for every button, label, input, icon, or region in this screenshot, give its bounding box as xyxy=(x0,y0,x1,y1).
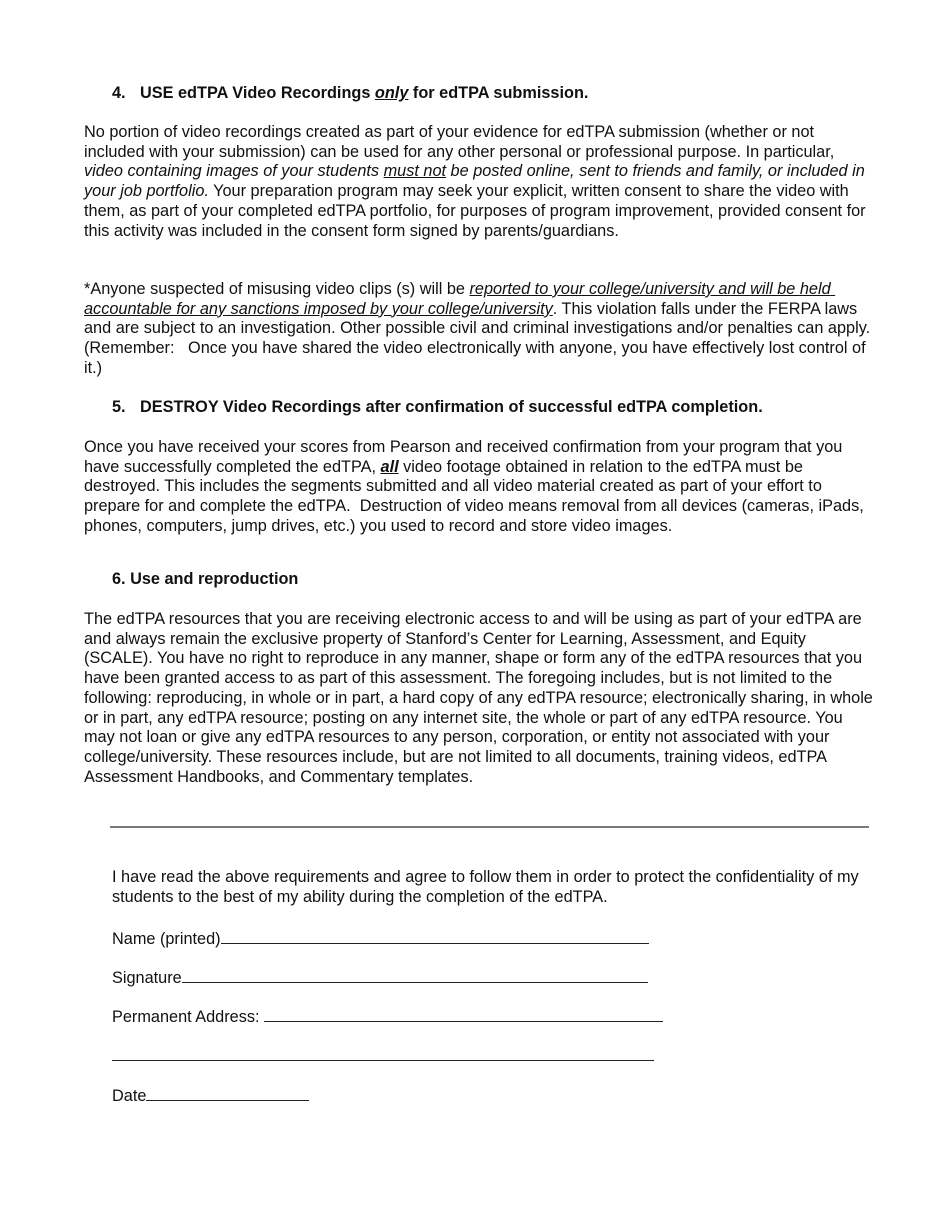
signature-label: Signature xyxy=(112,969,182,987)
address-label: Permanent Address: xyxy=(112,1008,265,1026)
section-6-heading: 6. Use and reproduction xyxy=(112,570,299,588)
section-5-heading xyxy=(112,398,763,418)
signature-field xyxy=(112,966,648,989)
agreement-statement: I have read the above requirements and agree to follow them in order to protect the confidentiality of my students to the best of my ability during the completion of the edTPA. xyxy=(112,868,859,906)
section-4-title-post: for edTPA submission. xyxy=(408,84,589,102)
date-label: Date xyxy=(112,1087,147,1105)
name-field xyxy=(112,927,649,950)
name-label: Name (printed) xyxy=(112,930,221,948)
section-4-p2-run-1: reported to your college/university and will be held accountable for any sanctions imposed by your college/university xyxy=(84,280,836,318)
section-5-paragraph xyxy=(84,438,874,537)
address-blank-line[interactable] xyxy=(264,1005,663,1022)
section-4-p1-run-0: No portion of video recordings created as part of your evidence for edTPA submission (whether or not included with your submission) can be used for any other personal or professional purpose. In particular, xyxy=(84,123,839,161)
section-4-p1-run-3: be posted online, sent to friends and family, or included in your job portfolio. xyxy=(84,162,870,201)
section-4-p1-run-1: video containing images of your students xyxy=(84,162,384,181)
divider-rule xyxy=(110,826,869,828)
section-4-p2-run-2: . This violation falls under the FERPA laws and are subject to an investigation. Other possible civil and criminal investigations and/or penalties can apply. (Remember: Once you have shared the video electronically with anyone, you have effectively lost control of it.) xyxy=(84,299,880,377)
section-5-number: 5. xyxy=(112,398,126,416)
address-field xyxy=(112,1005,663,1028)
section-4-title-pre: USE edTPA Video Recordings xyxy=(140,84,375,102)
date-field xyxy=(112,1084,309,1107)
name-blank-line[interactable] xyxy=(221,927,649,944)
section-5-run-0: Once you have received your scores from Pearson and received confirmation from your program that you have successfully completed the edTPA, xyxy=(84,438,847,476)
section-4-paragraph-1 xyxy=(84,123,874,241)
section-6-paragraph: The edTPA resources that you are receiving electronic access to and will be using as part of your edTPA are and always remain the exclusive property of Stanford’s Center for Learning, Assessment, and Equity (SCALE). You have no right to reproduce in any manner, shape or form any of the edTPA resources that you have been granted access to as part of this assessment. The foregoing includes, but is not limited to the following: reproducing, in whole or in part, a hard copy of any edTPA resource; electronically sharing, in whole or in part, any edTPA resource; posting on any internet site, the whole or part of any edTPA resource. You may not loan or give any edTPA resources to any person, corporation, or entity not associated with your college/university. These resources include, but are not limited to all documents, training videos, edTPA Assessment Handbooks, and Commentary templates. xyxy=(84,610,873,786)
section-4-paragraph-2 xyxy=(84,280,880,379)
date-blank-line[interactable] xyxy=(146,1084,309,1101)
section-4-p1-run-2: must not xyxy=(383,162,447,181)
section-4-p1-run-4: Your preparation program may seek your explicit, written consent to share the video with them, as part of your completed edTPA portfolio, for purposes of program improvement, provided consent for this activity was included in the consent form signed by parents/guardians. xyxy=(84,182,871,240)
section-5-run-1: all xyxy=(380,457,399,476)
section-5-run-2: video footage obtained in relation to the edTPA must be destroyed. This includes the segments submitted and all video material created as part of your effort to prepare for and complete the edTPA. Destruction of video means removal from all devices (cameras, iPads, phones, computers, jump drives, etc.) you used to record and store video images. xyxy=(84,457,869,535)
address-second-blank-line[interactable] xyxy=(112,1044,654,1061)
section-4-heading xyxy=(112,84,588,104)
section-5-title: DESTROY Video Recordings after confirmation of successful edTPA completion. xyxy=(140,398,763,416)
address-second-line-field xyxy=(112,1044,654,1067)
section-4-title-emphasis: only xyxy=(374,84,409,102)
section-4-p2-run-0: *Anyone suspected of misusing video clips (s) will be xyxy=(84,280,470,298)
signature-blank-line[interactable] xyxy=(182,966,648,983)
section-4-number: 4. xyxy=(112,84,126,102)
